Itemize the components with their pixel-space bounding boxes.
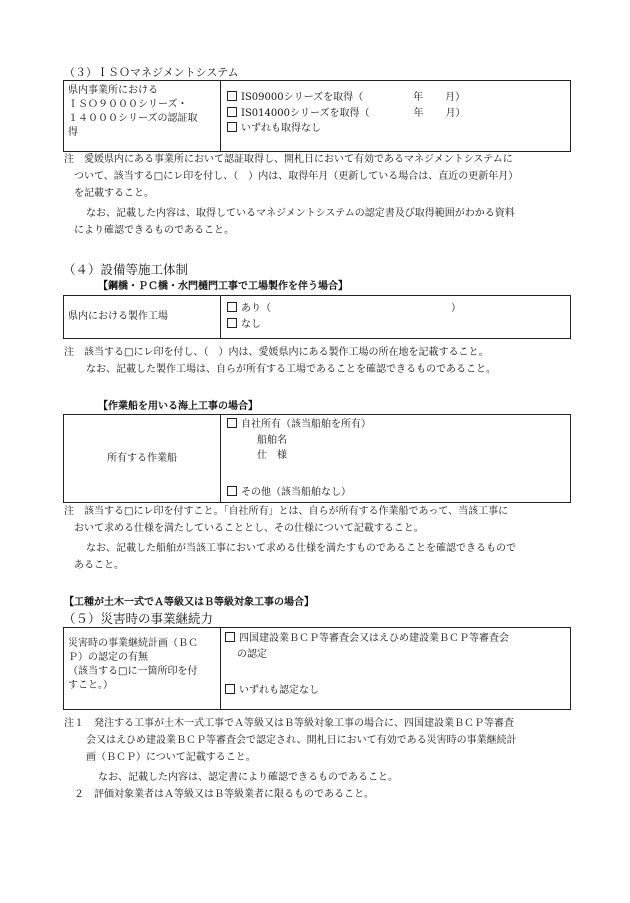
equip-options-cell bbox=[221, 296, 571, 339]
iso-note: なお、記載した内容は、取得しているマネジメントシステムの認定書及び取得範囲がわかる資料 bbox=[86, 208, 515, 219]
bcp-note: ２ 評価対象業者はＡ等級又はＢ等級業者に限るものであること。 bbox=[74, 789, 374, 800]
iso-note: により確認できるものであること。 bbox=[74, 225, 234, 236]
vessel-note: あること。 bbox=[74, 560, 124, 571]
vessel-note: おいて求める仕様を満たしていることとし、その仕様について記載すること。 bbox=[74, 523, 424, 534]
iso-label-line: 県内事業所における bbox=[68, 85, 158, 96]
checkbox-icon[interactable] bbox=[227, 318, 237, 328]
equip-option-no[interactable]: なし bbox=[227, 317, 566, 333]
vessel-subheading: 【作業船を用いる海上工事の場合】 bbox=[98, 401, 258, 412]
checkbox-icon[interactable] bbox=[225, 632, 235, 642]
vessel-label-cell bbox=[64, 415, 221, 503]
bcp-label-line: （該当する□に一箇所印を付 bbox=[68, 666, 198, 677]
iso-option-none[interactable]: いずれも取得なし bbox=[227, 121, 566, 137]
vessel-note: なお、記載した船舶が当該工事において求める仕様を満たすものであることを確認できるもので bbox=[86, 543, 516, 554]
checkbox-icon[interactable] bbox=[227, 107, 237, 117]
bcp-note: なお、記載した内容は、認定書により確認できるものであること。 bbox=[98, 772, 398, 783]
equip-label: 県内における製作工場 bbox=[68, 311, 168, 322]
iso-option-9000[interactable]: IS09000シリーズを取得（ 年 月） bbox=[227, 90, 566, 106]
iso-note: 注 愛媛県内にある事業所において認証取得し、開札日において有効であるマネジメントシステムに bbox=[64, 154, 513, 165]
iso-label-line: 得 bbox=[68, 127, 78, 138]
bcp-label-line: Ｐ）の認定の有無 bbox=[68, 652, 148, 663]
checkbox-icon[interactable] bbox=[227, 418, 237, 428]
equip-table bbox=[63, 295, 571, 339]
bcp-note: 会又はえひめ建設業ＢＣＰ等審査会で認定され、開札日において有効である災害時の事業継続計 bbox=[86, 735, 517, 746]
vessel-table bbox=[63, 414, 571, 503]
checkbox-icon[interactable] bbox=[227, 302, 237, 312]
bcp-option-certified-cont: の認定 bbox=[237, 648, 267, 660]
equip-label-cell bbox=[64, 296, 221, 339]
bcp-note: 画（ＢＣＰ）について記載すること。 bbox=[86, 752, 256, 763]
vessel-note: 注 該当する□にレ印を付すこと。「自社所有」とは、自らが所有する作業船であって、当該工事に bbox=[64, 506, 509, 517]
iso-note: を記載すること。 bbox=[74, 188, 154, 199]
iso-label-line: ＩＳＯ９０００シリーズ・ bbox=[68, 99, 188, 110]
checkbox-icon[interactable] bbox=[227, 91, 237, 101]
iso-note: ついて、該当する□にレ印を付し、（ ）内は、取得年月（更新している場合は、直近の更新年月） bbox=[74, 171, 519, 182]
vessel-option-owned[interactable]: 自社所有（該当船舶を所有） bbox=[227, 417, 566, 433]
checkbox-icon[interactable] bbox=[227, 122, 237, 132]
vessel-name-label: 船舶名 bbox=[257, 434, 287, 446]
bcp-label-cell bbox=[64, 628, 221, 710]
checkbox-icon[interactable] bbox=[225, 684, 235, 694]
vessel-spec-label: 仕 様 bbox=[257, 450, 287, 461]
vessel-option-other[interactable]: その他（該当船舶なし） bbox=[227, 485, 351, 501]
equip-note: なお、記載した製作工場は、自らが所有する工場であることを確認できるものであること。 bbox=[86, 364, 496, 375]
bcp-option-none[interactable]: いずれも認定なし bbox=[225, 683, 319, 699]
iso-heading: （３）ＩＳＯマネジメントシステム bbox=[64, 66, 239, 79]
iso-options-cell bbox=[221, 81, 571, 152]
equip-option-yes[interactable]: あり（ ） bbox=[227, 301, 566, 317]
equip-note: 注 該当する□にレ印を付し、（ ）内は、愛媛県内にある製作工場の所在地を記載すること。 bbox=[64, 347, 489, 358]
bcp-heading: （５）災害時の事業継続力 bbox=[63, 611, 214, 626]
bcp-label-line: 災害時の事業継続計画（ＢＣ bbox=[68, 638, 198, 649]
iso-table bbox=[63, 80, 571, 152]
checkbox-icon[interactable] bbox=[227, 486, 237, 496]
iso-label-line: １４０００シリーズの認証取 bbox=[68, 113, 198, 124]
bcp-note: 注１ 発注する工事が土木一式工事でＡ等級又はＢ等級対象工事の場合に、四国建設業ＢＣＰ等審査 bbox=[64, 718, 514, 729]
bcp-label-line: すこと。） bbox=[68, 680, 113, 691]
bcp-precondition: 【工種が土木一式でＡ等級又はＢ等級対象工事の場合】 bbox=[64, 597, 314, 608]
bcp-options-cell bbox=[221, 628, 571, 710]
bcp-option-certified[interactable]: 四国建設業ＢＣＰ等審査会又はえひめ建設業ＢＣＰ等審査会 bbox=[225, 631, 566, 647]
bcp-table bbox=[63, 627, 571, 710]
equip-subheading: 【鋼橋・ＰＣ橋・水門樋門工事で工場製作を伴う場合】 bbox=[98, 281, 348, 292]
vessel-label: 所有する作業船 bbox=[107, 452, 177, 464]
iso-option-14000[interactable]: IS014000シリーズを取得（ 年 月） bbox=[227, 106, 566, 122]
equip-heading: （４）設備等施工体制 bbox=[63, 262, 189, 277]
vessel-options-cell bbox=[221, 415, 571, 503]
iso-label-cell bbox=[64, 81, 221, 152]
